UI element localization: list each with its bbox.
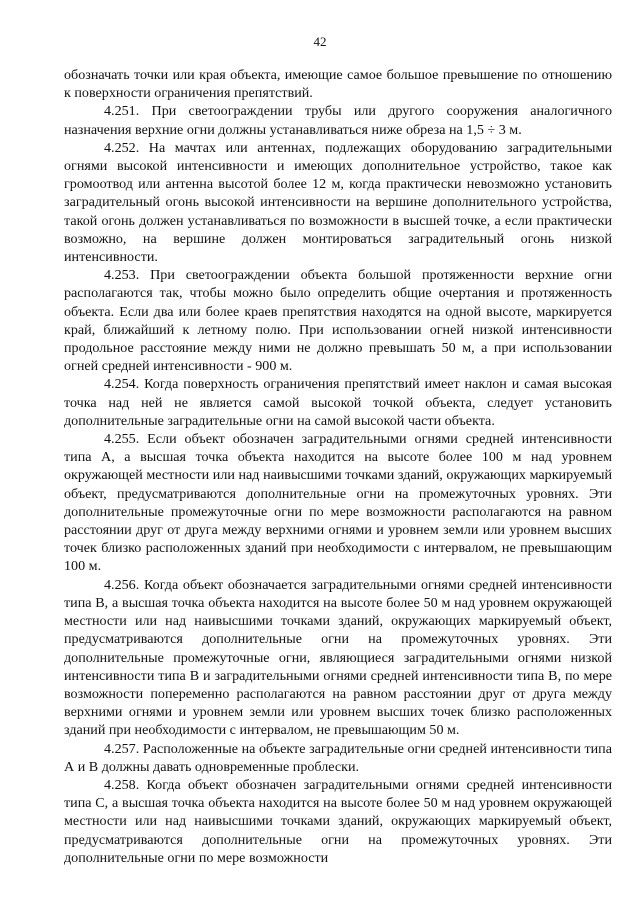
paragraph-4-256: 4.256. Когда объект обозначается заградительными огнями средней интенсивности типа В, а высшая точка объекта находится на высоте более 50 м над уровнем окружающей местности или над наивысшими точками зданий, окружающих маркируемый объект, предусматриваются дополнительные огни на промежуточных уровнях. Эти дополнительные промежуточные огни, являющиеся заградительными огнями низкой интенсивности типа В и заградительными огнями средней интенсивности типа В, по мере возможности попеременно располагаются на равном расстоянии друг от друга между верхними огнями и уровнем земли или уровнем высших точек близко расположенных зданий при необходимости с интервалом, не превышающим 50 м. bbox=[64, 576, 612, 739]
paragraph-continuation: обозначать точки или края объекта, имеющие самое большое превышение по отношению к поверхности ограничения препятствий. bbox=[64, 67, 612, 102]
page-number: 42 bbox=[313, 34, 327, 49]
paragraph-4-255: 4.255. Если объект обозначен заградительными огнями средней интенсивности типа А, а высшая точка объекта находится на высоте более 100 м над уровнем окружающей местности или над наивысшими точками зданий, окружающих маркируемый объект, предусматриваются дополнительные огни на промежуточных уровнях. Эти дополнительные промежуточные огни по мере возможности располагаются на равном расстоянии друг от друга между верхними огнями и уровнем земли или уровнем высших точек близко расположенных зданий при необходимости с интервалом, не превышающим 100 м. bbox=[64, 431, 612, 575]
document-body bbox=[64, 66, 612, 867]
paragraph-4-253: 4.253. При светоограждении объекта большой протяженности верхние огни располагаются так, чтобы можно было определить общие очертания и протяженность объекта. Если два или более краев препятствия находятся на одной высоте, маркируется край, ближайший к летному полю. При использовании огней низкой интенсивности продольное расстояние между ними не должно превышать 50 м, а при использовании огней средней интенсивности - 900 м. bbox=[64, 267, 612, 375]
paragraph-4-251: 4.251. При светоограждении трубы или другого сооружения аналогичного назначения верхние огни должны устанавливаться ниже обреза на 1,5 ÷ 3 м. bbox=[64, 103, 612, 138]
paragraph-4-252: 4.252. На мачтах или антеннах, подлежащих оборудованию заградительными огнями высокой интенсивности и имеющих дополнительное устройство, такое как громоотвод или антенна высотой более 12 м, когда практически невозможно установить заградительный огонь высокой интенсивности на вершине дополнительного устройства, такой огонь должен устанавливаться по возможности в высшей точке, а если практически возможно, на вершине должен монтироваться заградительный огонь низкой интенсивности. bbox=[64, 139, 612, 266]
paragraph-4-257: 4.257. Расположенные на объекте заградительные огни средней интенсивности типа А и В должны давать одновременные проблески. bbox=[64, 740, 612, 775]
paragraph-4-258: 4.258. Когда объект обозначен заградительными огнями средней интенсивности типа С, а высшая точка объекта находится на высоте более 50 м над уровнем окружающей местности или над наивысшими точками зданий, окружающих маркируемый объект, предусматриваются дополнительные огни на промежуточных уровнях. Эти дополнительные огни по мере возможности bbox=[64, 776, 612, 866]
paragraph-4-254: 4.254. Когда поверхность ограничения препятствий имеет наклон и самая высокая точка над ней не является самой высокой точкой объекта, следует установить дополнительные заградительные огни на самой высокой части объекта. bbox=[64, 376, 612, 429]
